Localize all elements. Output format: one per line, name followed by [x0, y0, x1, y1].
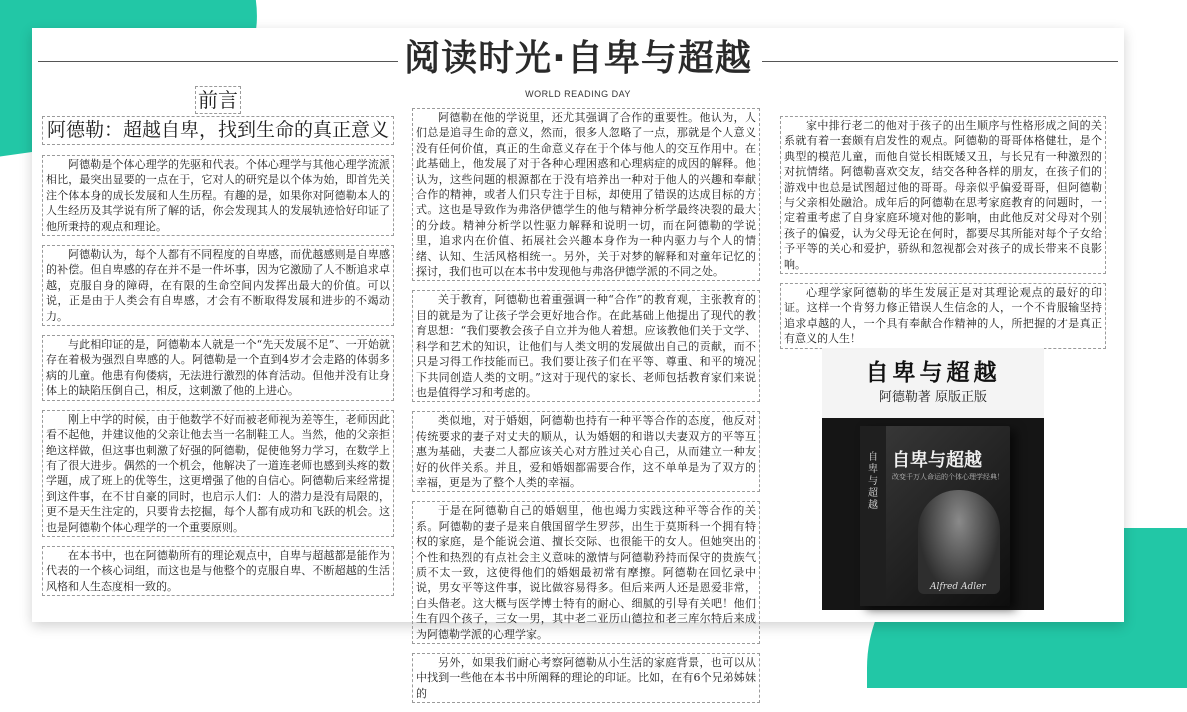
author-signature: Alfred Adler — [930, 582, 986, 592]
paragraph: 阿德勒在他的学说里，还尤其强调了合作的重要性。他认为，人们总是追寻生命的意义，然而，很多人忽略了一点，那就是个人意义没有任何价值，真正的生命意义存在于个体与他人的交互作用中。在此基础上，他发展了对于各种心理困惑和心理病症的成因的解释。他认为，这些问题的根源都在于没有培养出一种对于他人的兴趣和奉献合作的精神，或者人们只专注于目标，却使用了错误的达成目标的方式。这也是导致作为弗洛伊德学生的他与精神分析学最终决裂的最大的分歧。精神分析学以性驱力解释和说明一切，而在阿德勒的学说里，追求内在价值、拓展社会兴趣本身作为一种内驱力与个人的情绪、认知、生活风格相统一。另外，关于对梦的解释和对童年记忆的探讨，我们也可以在本书中发现他与弗洛伊德学派的不同之处。 — [412, 108, 760, 281]
paragraph: 于是在阿德勒自己的婚姻里，他也竭力实践这种平等合作的关系。阿德勒的妻子是来自俄国留学生罗莎，出生于莫斯科一个拥有特权的家庭，是个能说会道、擅长交际、也很能干的女人。但她突出的个性和热烈的有点社会主义意味的激情与阿德勒矜持而保守的贵族气质不太一致，这使得他们的婚姻最初常有摩擦。阿德勒在回忆录中说，男女平等这件事，说比做容易得多。但后来两人还是恩爱非常，白头偕老。这大概与医学博士特有的耐心、细腻的引导有关吧！他们生有四个孩子，三女一男，其中老二亚历山德拉和老三库尔特后来成为阿德勒学派的心理学家。 — [412, 501, 760, 644]
paragraph: 家中排行老二的他对于孩子的出生顺序与性格形成之间的关系就有着一套颇有启发性的观点。阿德勒的哥哥体格健壮，是个典型的模范儿童，而他自觉长相既矮又丑，与长兄有一种激烈的对抗情绪。阿德勒喜欢交友，结交各种各样的朋友，在孩子们的游戏中也总是试图超过他的哥哥。母亲似乎偏爱哥哥，但阿德勒与父亲相处融洽。成年后的阿德勒在思考家庭教育的问题时，一定着重考虑了自身家庭环境对他的影响，由此他反对父母对个别孩子的偏爱，认为父母无论在何时，都要尽其所能对每个子女给予平等的关心和爱护，骄纵和忽视都会对孩子的成长带来不良影响。 — [780, 116, 1106, 274]
slide-page — [32, 28, 1124, 700]
page-title: 阅读时光·自卑与超越 — [404, 38, 752, 79]
book-cover-image — [822, 348, 1044, 610]
cover-byline: 阿德勒著 原版正版 — [878, 390, 988, 405]
paragraph: 心理学家阿德勒的毕生发展正是对其理论观点的最好的印证。这样一个肯努力修正错误人生信念的人，一个不肯服输坚持追求卓越的人，一个具有奉献合作精神的人，所把握的才是真正有意义的人生！ — [780, 283, 1106, 349]
paragraph: 类似地，对于婚姻，阿德勒也持有一种平等合作的态度，他反对传统要求的妻子对丈夫的顺从，认为婚姻的和谐以夫妻双方的平等互惠为基础，夫妻二人都应该关心对方胜过关心自己，从而建立一种友好的伙伴关系。并且，爱和婚姻都需要合作，这不单单是为了双方的幸福，更是为了整个人类的幸福。 — [412, 411, 760, 492]
preface-label: 前言 — [195, 86, 241, 114]
book-title: 自卑与超越 — [892, 450, 982, 471]
spine-text: 自卑与超越 — [868, 452, 878, 511]
book-subtitle: 改变千万人命运的个体心理学经典！ — [892, 473, 1004, 481]
paragraph: 在本书中，也在阿德勒所有的理论观点中，自卑与超越都是能作为代表的一个核心词组，而这也是与他整个的克服自卑、不断超越的生活风格和人生态度相一致的。 — [42, 546, 394, 596]
page-subtitle: WORLD READING DAY — [525, 89, 631, 99]
column-middle — [412, 108, 760, 712]
author-portrait — [918, 490, 1000, 594]
book-3d — [860, 426, 1010, 606]
paragraph: 关于教育，阿德勒也着重强调一种“合作”的教育观，主张教育的目的就是为了让孩子学会更好地合作。在此基础上他提出了现代的教育思想：“我们要教会孩子自立并为他人着想。应该教他们关于文学、科学和艺术的知识，让他们与人类文明的发展做出自己的贡献，而不只是习得工作技能而已。我们要让孩子们在平等、尊重、和平的境况下共同创造人类的文明。”这对于现代的家长、老师包括教育家们来说也是值得学习和考虑的。 — [412, 290, 760, 402]
paragraph: 阿德勒是个体心理学的先驱和代表。个体心理学与其他心理学流派相比，最突出显要的一点在于，它对人的研究是以个体为始，即首先关注个体本身的成长发展和人生历程。有趣的是，如果你对阿德勒本人的人生经历及其学说有所了解的话，你会发现其人的发展轨迹恰好印证了他所秉持的观点和理论。 — [42, 155, 394, 236]
paragraph: 与此相印证的是，阿德勒本人就是一个“先天发展不足”、一开始就存在着极为强烈自卑感的人。阿德勒是一个直到4岁才会走路的体弱多病的儿童。他患有佝偻病，无法进行激烈的体育活动。但他并没有让身体上的缺陷压倒自己，相反，这刺激了他的上进心。 — [42, 335, 394, 401]
paragraph: 刚上中学的时候，由于他数学不好而被老师视为差等生，老师因此看不起他，并建议他的父亲让他去当一名制鞋工人。当然，他的父亲拒绝这样做，但这事也刺激了好强的阿德勒，促使他努力学习，在数学上有了很大进步。偶然的一个机会，他解决了一道连老师也感到头疼的数学题，成了班上的优等生，这更增强了他的自信心。阿德勒后来经常提到这件事，在不甘自豪的同时，也启示人们：人的潜力是没有局限的，更不是天生注定的，只要肯去挖掘，每个人都有成功和飞跃的机会。这也是阿德勒个体心理学的一个重要原则。 — [42, 410, 394, 537]
column-right — [780, 116, 1106, 358]
cover-banner — [822, 348, 1044, 418]
paragraph: 阿德勒认为，每个人都有不同程度的自卑感，而优越感则是自卑感的补偿。但自卑感的存在并不是一件坏事，因为它激励了人不断追求卓越，克服自身的障碍，在有限的生命空间内发挥出最大的价值。可以说，正是由于人类会有自卑感，才会有不断取得发展和进步的不竭动力。 — [42, 245, 394, 326]
cover-headline: 自卑与超越 — [865, 360, 1001, 386]
paragraph: 另外，如果我们耐心考察阿德勒从小生活的家庭背景，也可以从中找到一些他在本书中所阐释的理论的印证。比如，在有6个兄弟姊妹的 — [412, 653, 760, 703]
article-headline: 阿德勒：超越自卑，找到生命的真正意义 — [42, 116, 394, 145]
column-left — [42, 86, 394, 605]
book-spine — [860, 426, 886, 606]
